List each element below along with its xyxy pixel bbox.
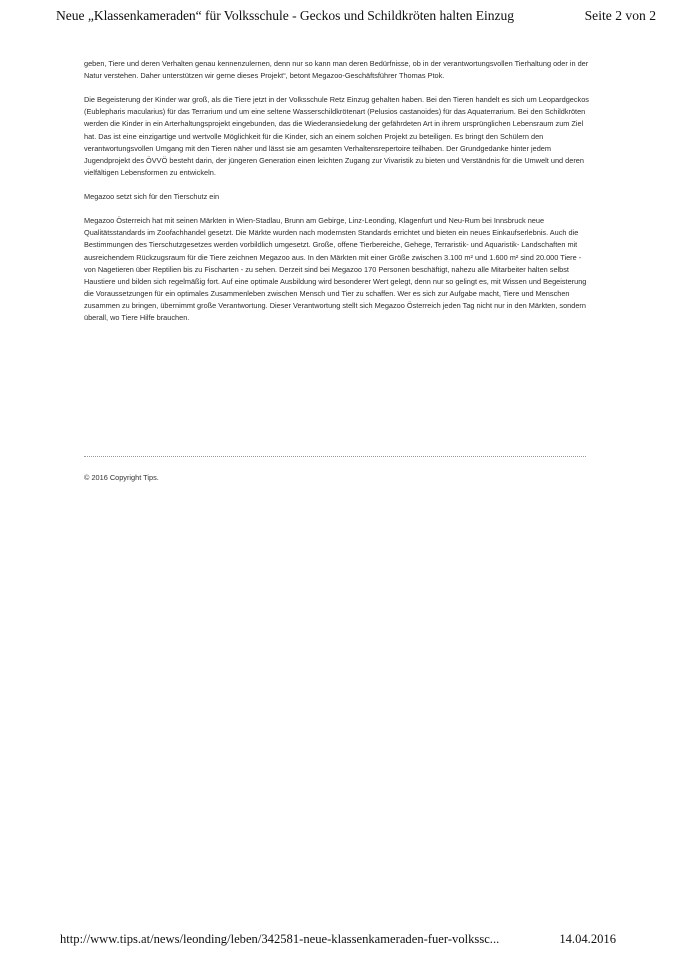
divider <box>84 456 586 457</box>
page-footer <box>60 932 616 947</box>
print-date: 14.04.2016 <box>559 932 616 946</box>
page-header <box>56 8 656 24</box>
article-subheading: Megazoo setzt sich für den Tierschutz ein <box>84 192 220 202</box>
article-paragraph-1: geben, Tiere und deren Verhalten genau kennenzulernen, denn nur so kann man deren Bedürfnisse, ob in der verantwortungsvollen Tierhaltung oder in der Natur verstehen. Daher unterstützen wir gerne dieses Projekt“, betont Megazoo-Geschäftsführer Thomas Ptok. <box>84 59 589 81</box>
document-title: Neue „Klassenkameraden“ für Volksschule - Geckos und Schildkröten halten Einzug <box>56 8 514 23</box>
article-paragraph-2: Die Begeisterung der Kinder war groß, als die Tiere jetzt in der Volksschule Retz Einzug gehalten haben. Bei den Tieren handelt es sich um Leopardgeckos (Eublepharis macularius) für das Terrarium und um eine seltene Wasserschildkrötenart (Pelusios castanoides) für das Aquaterrarium. Bei den Schildkröten werden die Kinder in ein Arterhaltungsprojekt eingebunden, das die Wiederansiedelung der gefährdeten Art in ihrem ursprünglichen Lebensraum zum Ziel hat. Das ist eine einzigartige und wertvolle Möglichkeit für die Kinder, sich an einem solchen Projekt zu beteiligen. Es bringt den Schülern den verantwortungsvollen Umgang mit den Tieren näher und lässt sie am gesamten Verhaltensrepertoire teilhaben. Der Grundgedanke hinter jedem Jugendprojekt des ÖVVÖ besteht darin, der jüngeren Generation einen leichten Zugang zur Vivaristik zu bieten und Verständnis für die Umwelt und deren vielfältigen Lebensformen zu entwickeln. <box>84 95 589 177</box>
page-indicator: Seite 2 von 2 <box>584 8 656 23</box>
article-paragraph-3: Megazoo Österreich hat mit seinen Märkten in Wien-Stadlau, Brunn am Gebirge, Linz-Leonding, Klagenfurt und Neu-Rum bei Innsbruck neue Qualitätsstandards im Zoofachhandel gesetzt. Die Märkte wurden nach modernsten Standards errichtet und bieten ein neues Einkaufserlebnis. Auch die Bestimmungen des Tierschutzgesetzes werden vorbildlich umgesetzt. Große, offene Tierbereiche, Gehege, Terraristik- und Aquaristik- Landschaften mit ausreichendem Rückzugsraum für die Tiere zeichnen Megazoo aus. In den Märkten mit einer Größe zwischen 3.100 m² und 1.600 m² sind 20.000 Tiere - von Nagetieren über Reptilien bis zu Fischarten - zu sehen. Derzeit sind bei Megazoo 170 Personen beschäftigt, nahezu alle Mitarbeiter halten selbst Haustiere und bilden sich regelmäßig fort. Auf eine optimale Ausbildung wird besonderer Wert gelegt, denn nur so gelingt es, mit Wissen und Begeisterung die Voraussetzungen für ein optimales Zusammenleben zwischen Mensch und Tier zu schaffen. Wer es sich zur Aufgabe macht, Tiere und Menschen zusammen zu bringen, übernimmt große Verantwortung. Dieser Verantwortung stellt sich Megazoo Österreich jeden Tag nicht nur in den Märkten, sondern überall, wo Tiere Hilfe brauchen. <box>84 216 587 322</box>
source-url: http://www.tips.at/news/leonding/leben/342581-neue-klassenkameraden-fuer-volkssc... <box>60 932 500 946</box>
copyright-notice: © 2016 Copyright Tips. <box>84 473 159 482</box>
article-body <box>84 58 594 336</box>
